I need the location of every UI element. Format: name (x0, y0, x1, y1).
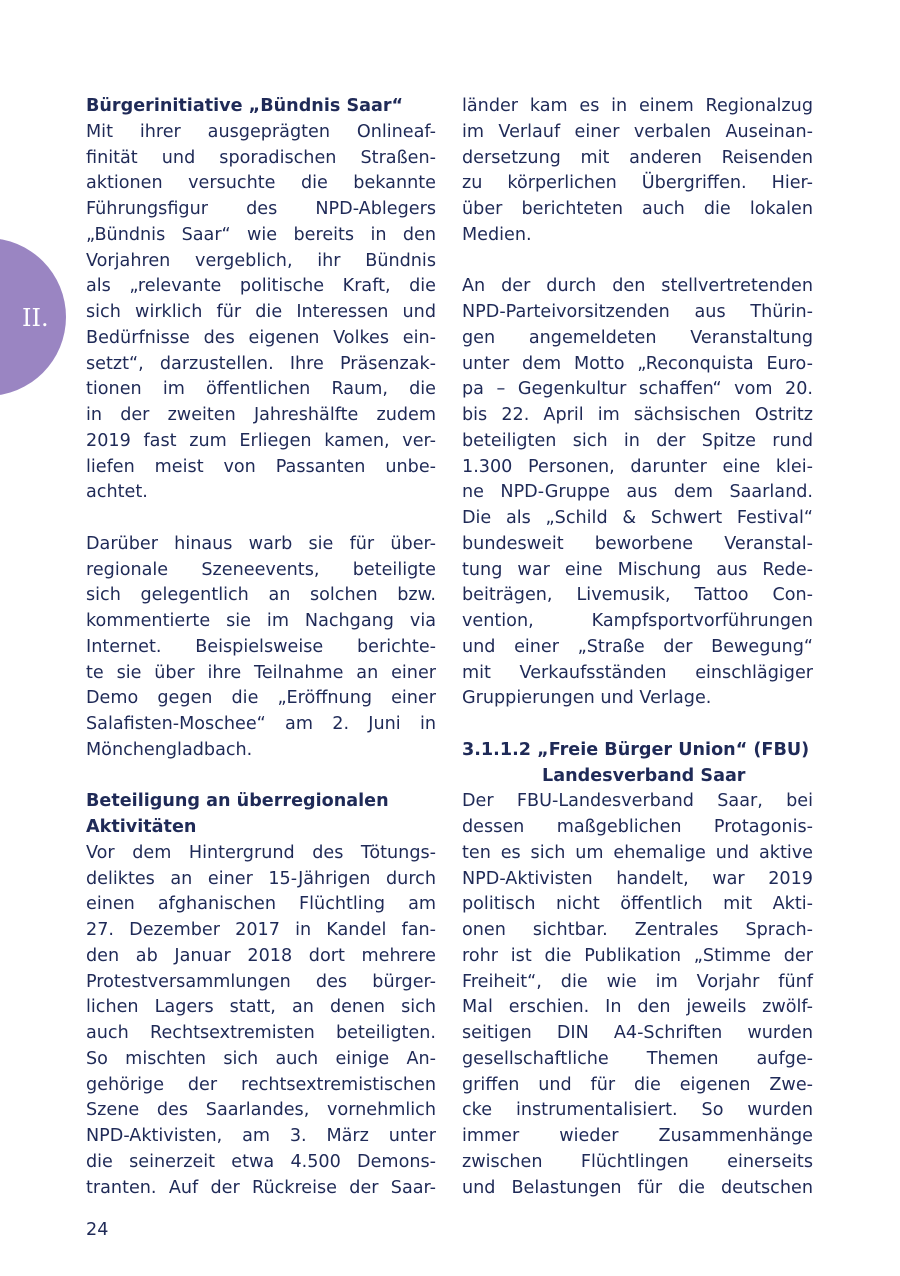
body-text-line: NPD-Aktivisten handelt, war 2019 (462, 868, 813, 889)
body-text-line: vention, Kampfsportvorführungen (462, 611, 813, 631)
body-text-line: aktionen versuchte die bekannte (86, 173, 436, 194)
body-text-line: den ab Januar 2018 dort mehrere (86, 945, 436, 966)
body-text-line: auch Rechtsextremisten beteiligten. (86, 1023, 436, 1043)
body-text-line: Szene des Saarlandes, vornehmlich (86, 1100, 436, 1121)
body-text-line: setzt“, darzustellen. Ihre Präsenzak- (86, 353, 436, 374)
body-text-line: finität und sporadischen Straßen- (86, 147, 436, 168)
body-text-line: griffen und für die eigenen Zwe- (462, 1074, 813, 1095)
body-text-line: liefen meist von Passanten unbe- (86, 456, 436, 477)
section-heading-line: Bürgerinitiative „Bündnis Saar“ (86, 96, 404, 116)
body-text-line: Salafisten-Moschee“ am 2. Juni in (86, 714, 436, 734)
body-text-line: 2019 fast zum Erliegen kamen, ver- (86, 430, 436, 451)
body-text-line: über berichteten auch die lokalen (462, 199, 813, 219)
body-text-line: im Verlauf einer verbalen Auseinan- (462, 121, 813, 142)
body-text-line: achtet. (86, 482, 148, 503)
body-text-line: Der FBU-Landesverband Saar, bei (462, 791, 813, 812)
body-text-line: und Belastungen für die deutschen (462, 1177, 813, 1198)
body-text-line: Vor dem Hintergrund des Tötungs- (86, 842, 436, 863)
paragraph-spacer (86, 764, 436, 790)
body-text-line: An der durch den stellvertretenden (462, 276, 813, 297)
section-heading-line: Landesverband Saar (542, 765, 746, 786)
body-text-line: dersetzung mit anderen Reisenden (462, 147, 813, 168)
body-text-line: Darüber hinaus warb sie für über- (86, 533, 436, 554)
body-text-line: ten es sich um ehemalige und aktive (462, 842, 813, 863)
body-text-line: die seinerzeit etwa 4.500 Demons- (86, 1151, 436, 1172)
body-text-line: rohr ist die Publikation „Stimme der (462, 945, 813, 966)
body-text-line: als „relevante politische Kraft, die (86, 276, 436, 297)
section-heading-line: 3.1.1.2 „Freie Bürger Union“ (FBU) (462, 739, 810, 760)
body-text-line: dessen maßgeblichen Protagonis- (462, 817, 813, 837)
body-text-line: tionen im öffentlichen Raum, die (86, 379, 436, 400)
body-text-line: Mit ihrer ausgeprägten Onlineaf- (86, 121, 436, 142)
body-text-line: Freiheit“, die wie im Vorjahr fünf (462, 971, 813, 992)
body-text-line: Demo gegen die „Eröffnung einer (86, 688, 436, 709)
body-text-line: Mal erschien. In den jeweils zwölf- (462, 997, 813, 1018)
body-text-line: beiträgen, Livemusik, Tattoo Con- (462, 585, 813, 606)
body-text-line: sich wirklich für die Interessen und (86, 302, 436, 322)
body-text-line: NPD-Parteivorsitzenden aus Thürin- (462, 302, 813, 322)
body-text-line: gehörige der rechtsextremistischen (86, 1074, 436, 1095)
body-text-line: te sie über ihre Teilnahme an einer (86, 662, 436, 683)
body-text-line: Mönchengladbach. (86, 739, 253, 760)
body-text-line: regionale Szeneevents, beteiligte (86, 559, 436, 580)
body-text-line: politisch nicht öffentlich mit Akti- (462, 894, 813, 915)
body-text-line: in der zweiten Jahreshälfte zudem (86, 405, 436, 425)
body-text-line: einen afghanischen Flüchtling am (86, 894, 436, 915)
body-text-line: cke instrumentalisiert. So wurden (462, 1100, 813, 1121)
body-text-line: bis 22. April im sächsischen Ostritz (462, 405, 813, 425)
body-text-line: 27. Dezember 2017 in Kandel fan- (86, 920, 436, 940)
body-text-line: Medien. (462, 224, 532, 245)
paragraph-spacer (462, 712, 813, 738)
body-text-line: Vorjahren vergeblich, ihr Bündnis (86, 250, 436, 271)
right-column (462, 94, 813, 1201)
body-text-line: zu körperlichen Übergriffen. Hier- (462, 173, 813, 194)
left-column (86, 94, 436, 1201)
body-text-line: lichen Lagers statt, an denen sich (86, 997, 436, 1018)
chapter-tab-label: II. (22, 304, 49, 332)
body-text-line: pa – Gegenkultur schaffen“ vom 20. (462, 379, 813, 400)
body-text-line: und einer „Straße der Bewegung“ (462, 636, 813, 657)
body-text-line: seitigen DIN A4-Schriften wurden (462, 1023, 813, 1043)
body-text-line: tranten. Auf der Rückreise der Saar- (86, 1177, 436, 1198)
body-text-line: ne NPD-Gruppe aus dem Saarland. (462, 482, 813, 503)
body-text-line: Internet. Beispielsweise berichte- (86, 636, 436, 657)
paragraph-spacer (462, 249, 813, 275)
body-text-line: Führungsfigur des NPD-Ablegers (86, 199, 436, 219)
body-text-line: tung war eine Mischung aus Rede- (462, 559, 813, 580)
body-text-line: deliktes an einer 15-Jährigen durch (86, 868, 436, 889)
paragraph-spacer (86, 506, 436, 532)
body-text-line: 1.300 Personen, darunter eine klei- (462, 456, 813, 477)
body-text-line: beteiligten sich in der Spitze rund (462, 430, 813, 451)
section-heading-line: Aktivitäten (86, 817, 197, 837)
body-text-line: länder kam es in einem Regionalzug (462, 96, 813, 116)
body-text-line: gesellschaftliche Themen aufge- (462, 1048, 813, 1069)
section-heading-line: Beteiligung an überregionalen (86, 791, 389, 812)
body-text-line: zwischen Flüchtlingen einerseits (462, 1151, 813, 1172)
body-text-line: bundesweit beworbene Veranstal- (462, 533, 813, 554)
body-text-line: „Bündnis Saar“ wie bereits in den (86, 224, 436, 245)
body-text-line: Protestversammlungen des bürger- (86, 971, 436, 992)
body-text-line: Die als „Schild & Schwert Festival“ (462, 508, 813, 528)
body-text-line: gen angemeldeten Veranstaltung (462, 327, 813, 348)
body-text-line: NPD-Aktivisten, am 3. März unter (86, 1126, 436, 1146)
page-number: 24 (86, 1220, 109, 1240)
body-text-line: unter dem Motto „Reconquista Euro- (462, 353, 813, 374)
body-text-line: immer wieder Zusammenhänge (462, 1126, 813, 1146)
body-text-line: So mischten sich auch einige An- (86, 1048, 436, 1069)
body-text-line: mit Verkaufsständen einschlägiger (462, 662, 813, 683)
body-text-line: sich gelegentlich an solchen bzw. (86, 585, 436, 606)
body-text-line: Gruppierungen und Verlage. (462, 688, 712, 709)
body-text-line: onen sichtbar. Zentrales Sprach- (462, 920, 813, 940)
body-text-line: Bedürfnisse des eigenen Volkes ein- (86, 327, 436, 348)
body-text-line: kommentierte sie im Nachgang via (86, 611, 436, 631)
